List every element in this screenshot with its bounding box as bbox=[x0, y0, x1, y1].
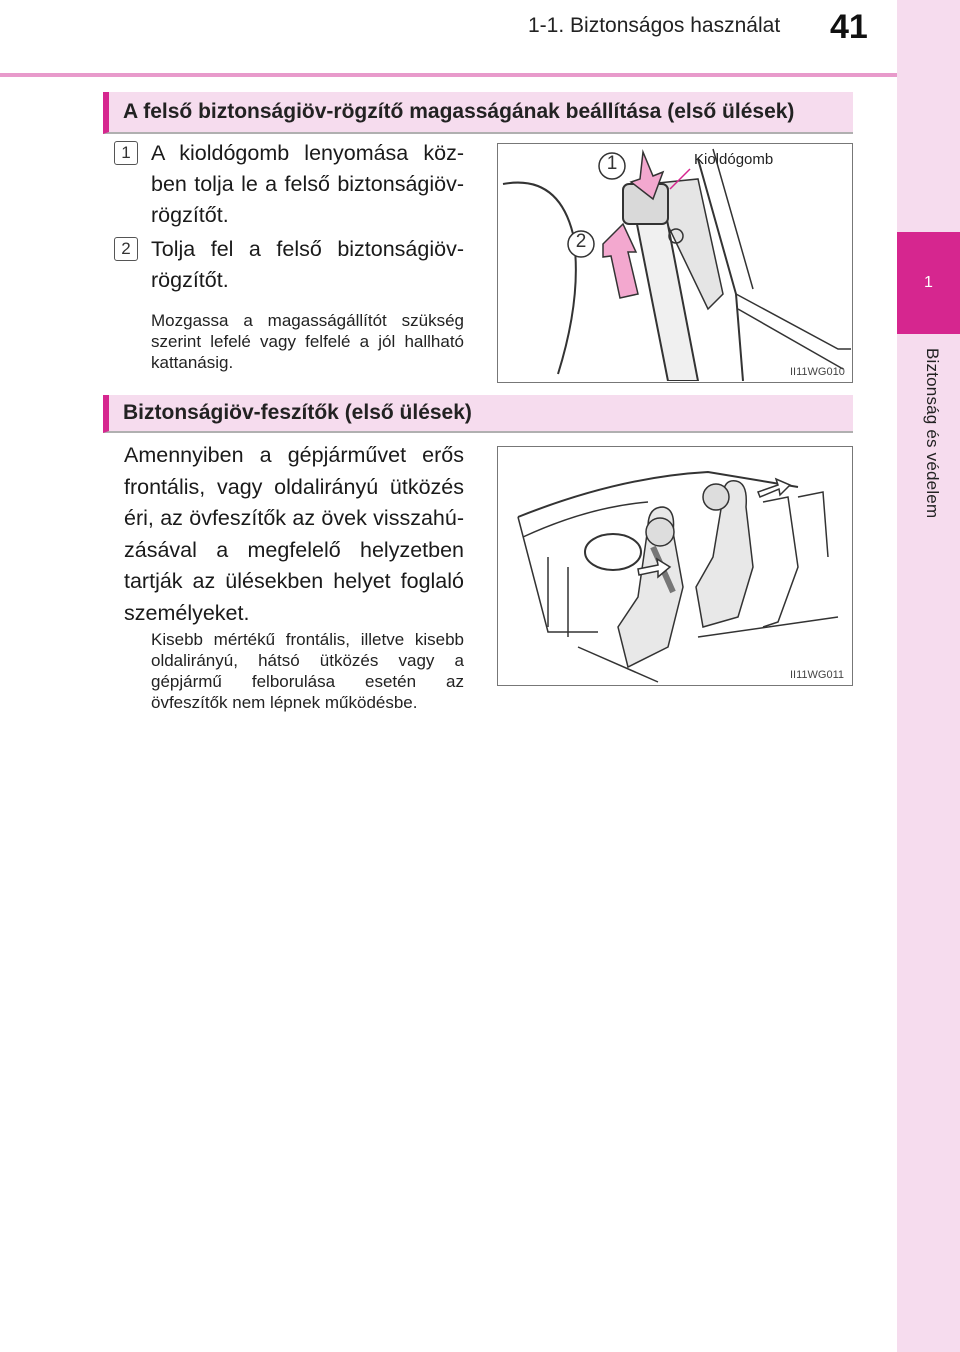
pretensioner-illustration bbox=[498, 447, 851, 684]
pretensioner-note: Kisebb mértékű frontális, illetve kisebb oldalirányú, hátsó ütközés vagy a gépjármű felborulása esetén az övfeszítők nem lépnek működésbe. bbox=[151, 630, 464, 712]
header-rule bbox=[0, 73, 897, 77]
figure-belt-anchor bbox=[497, 143, 853, 383]
running-header: 1-1. Biztonságos használat bbox=[528, 14, 781, 37]
section-title-height-adjuster bbox=[103, 92, 853, 134]
page-number: 41 bbox=[830, 8, 868, 46]
step-1-text: A kioldógomb lenyomása közben tolja le a felső biztonságiöv-rögzítőt. bbox=[151, 141, 464, 227]
side-tab-top bbox=[897, 0, 960, 232]
belt-anchor-illustration bbox=[498, 144, 851, 381]
figure-callout-1: 1 bbox=[606, 153, 618, 174]
chapter-title: Biztonság és védelem bbox=[923, 348, 942, 519]
section-title-pretensioners bbox=[103, 395, 853, 433]
figure-code: II11WG011 bbox=[790, 669, 845, 681]
figure-pretensioners bbox=[497, 446, 853, 686]
figure-callout-2: 2 bbox=[575, 231, 587, 252]
pretensioner-body: Amennyiben a gépjárművet erős frontális, vagy oldalirányú ütközés éri, az övfeszítők az övek visszahúzásával a megfelelő helyzetben tartják az ülésekben helyet foglaló személyeket. bbox=[124, 443, 464, 625]
step-2-text: Tolja fel a felső biztonságiöv-rögzítőt. bbox=[151, 237, 464, 292]
step-badge-1: 1 bbox=[114, 141, 138, 165]
figure-code: II11WG010 bbox=[790, 366, 845, 378]
chapter-number: 1 bbox=[924, 274, 933, 291]
adjuster-note: Mozgassa a magasságállítót szükség szerint lefelé vagy felfelé a jól hallható kattanásig. bbox=[151, 311, 464, 372]
step-badge-2: 2 bbox=[114, 237, 138, 261]
release-button-label: Kioldógomb bbox=[694, 151, 774, 168]
section-title-text: A felső biztonságiöv-rögzítő magasságának beállítása (első ülések) bbox=[123, 100, 795, 123]
section-title-text: Biztonságiöv-feszítők (első ülések) bbox=[123, 401, 472, 424]
